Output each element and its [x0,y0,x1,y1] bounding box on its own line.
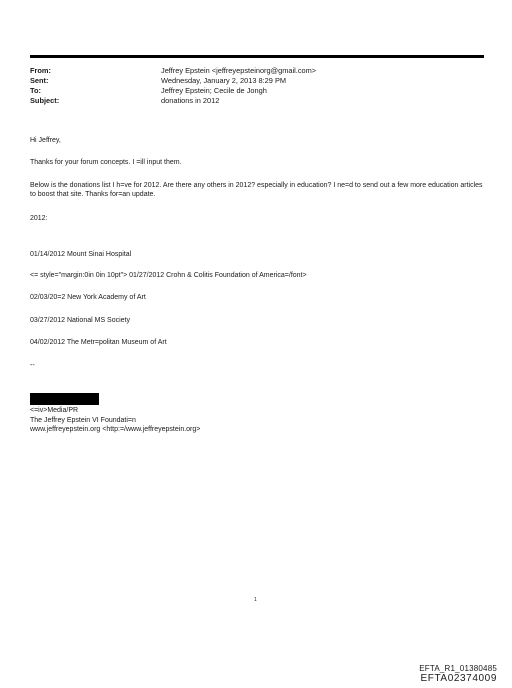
signature-line-1: <=iv>Media/PR [30,407,79,414]
from-row [30,66,484,76]
signature-separator: -- [30,362,35,369]
sent-label: Sent: [30,76,49,85]
sent-value: Wednesday, January 2, 2013 8:29 PM [161,76,287,85]
to-row [30,86,484,96]
sent-row [30,76,484,86]
redaction-block [30,393,99,405]
page-number: 1 [254,597,257,603]
subject-value: donations in 2012 [161,96,220,105]
year-label: 2012: [30,215,48,222]
subject-label: Subject: [30,96,60,105]
to-label: To: [30,86,41,95]
from-label: From: [30,66,51,75]
bates-number-2: EFTA02374009 [420,673,497,684]
donation-item: 04/02/2012 The Metr=politan Museum of Art [30,339,167,346]
subject-row [30,96,484,106]
signature-line-3: www.jeffreyepstein.org <http:=/www.jeffreyepstein.org> [30,426,201,433]
body-line-1: Thanks for your forum concepts. I =ill input them. [30,159,182,166]
to-value: Jeffrey Epstein; Cecile de Jongh [161,86,267,95]
donation-item: 01/14/2012 Mount Sinai Hospital [30,251,132,258]
header-rule [30,55,484,58]
greeting: Hi Jeffrey, [30,137,61,144]
email-header [30,66,484,106]
body-line-2: Below is the donations list I h=ve for 2012. Are there any others in 2012? especially in education? I ne=d to send out a few more education articles to boost that site. Thanks for=an update. [30,182,483,198]
donation-item: 02/03/20=2 New York Academy of Art [30,294,146,301]
donation-item: 03/27/2012 National MS Society [30,317,131,324]
signature-line-2: The Jeffrey Epstein VI Foundati=n [30,416,136,424]
donation-item: <= style="margin:0in 0in 10pt"> 01/27/2012 Crohn & Colitis Foundation of America=/font> [30,272,307,279]
signature [30,406,200,435]
from-value: Jeffrey Epstein <jeffreyepsteinorg@gmail.com> [161,66,317,75]
bates-number-1: EFTA_R1_01380485 [419,664,497,673]
